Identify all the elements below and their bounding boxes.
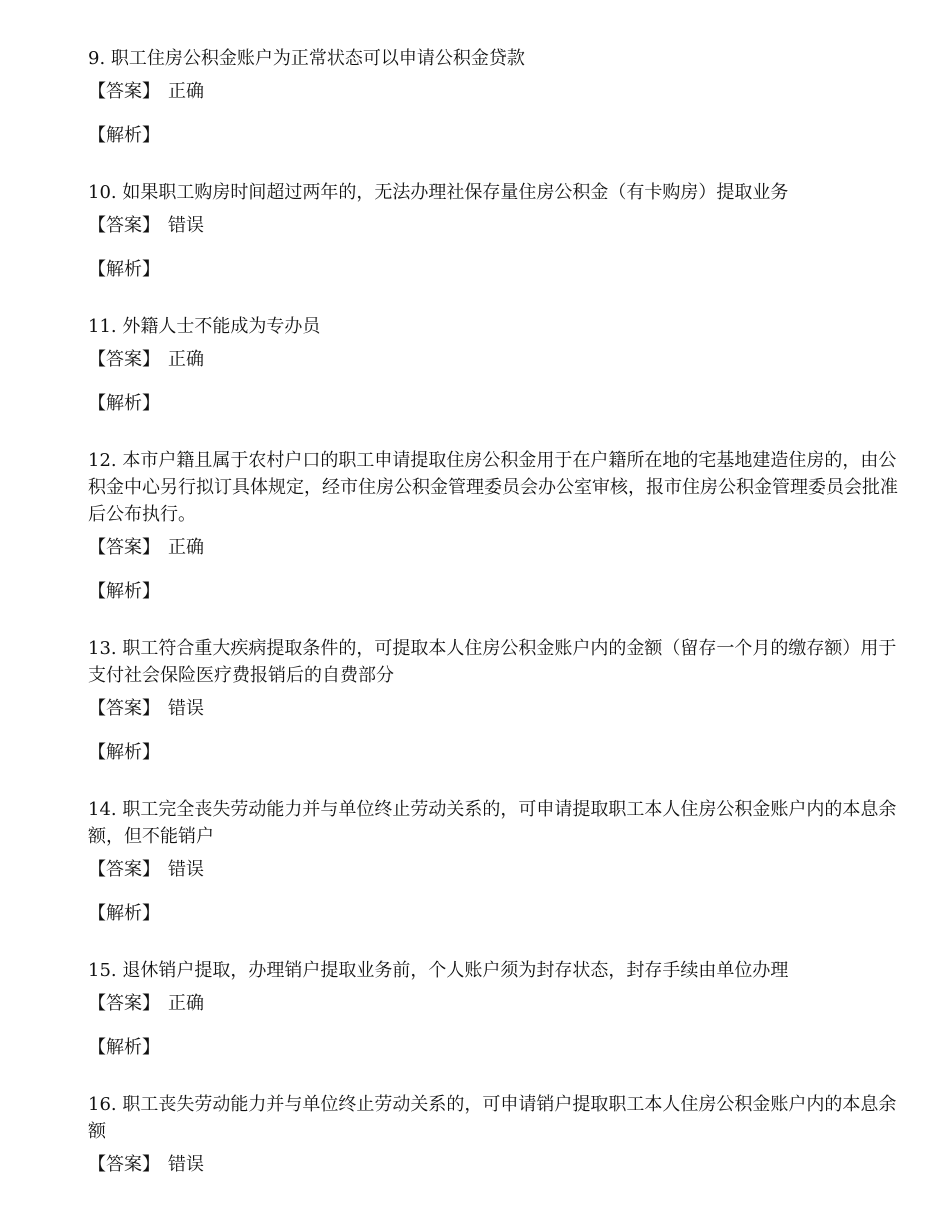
answer-value: 错误: [168, 215, 204, 236]
answer-line: [88, 858, 903, 882]
question-text: 13. 职工符合重大疾病提取条件的，可提取本人住房公积金账户内的金额（留存一个月的缴存额）用于支付社会保险医疗费报销后的自费部分: [88, 638, 897, 686]
answer-value: 正确: [168, 81, 204, 102]
answer-line: [88, 80, 903, 104]
answer-label: 【答案】: [88, 993, 160, 1014]
question-item: [88, 447, 903, 604]
question-text: 15. 退休销户提取，办理销户提取业务前，个人账户须为封存状态，封存手续由单位办理: [88, 960, 789, 981]
answer-label: 【答案】: [88, 537, 160, 558]
analysis-label: 【解析】: [88, 125, 160, 146]
answer-value: 错误: [168, 1154, 204, 1175]
question-item: [88, 957, 903, 1060]
answer-label: 【答案】: [88, 698, 160, 719]
question-item: [88, 45, 903, 148]
answer-line: [88, 1153, 903, 1177]
answer-line: [88, 992, 903, 1016]
question-text: 11. 外籍人士不能成为专办员: [88, 316, 321, 337]
question-text: 16. 职工丧失劳动能力并与单位终止劳动关系的，可申请销户提取职工本人住房公积金账户内的本息余额: [88, 1094, 897, 1142]
analysis-label: 【解析】: [88, 903, 160, 924]
answer-line: [88, 348, 903, 372]
analysis-label: 【解析】: [88, 1037, 160, 1058]
answer-label: 【答案】: [88, 81, 160, 102]
question-text: 9. 职工住房公积金账户为正常状态可以申请公积金贷款: [88, 48, 525, 69]
analysis-label: 【解析】: [88, 742, 160, 763]
analysis-label: 【解析】: [88, 581, 160, 602]
analysis-label: 【解析】: [88, 259, 160, 280]
answer-line: [88, 697, 903, 721]
answer-line: [88, 214, 903, 238]
answer-value: 错误: [168, 859, 204, 880]
answer-line: [88, 536, 903, 560]
analysis-label: 【解析】: [88, 393, 160, 414]
answer-label: 【答案】: [88, 1154, 160, 1175]
question-item: [88, 635, 903, 765]
answer-value: 正确: [168, 993, 204, 1014]
question-text: 12. 本市户籍且属于农村户口的职工申请提取住房公积金用于在户籍所在地的宅基地建造住房的，由公积金中心另行拟订具体规定，经市住房公积金管理委员会办公室审核，报市住房公积金管理委员会批准后公布执行。: [88, 450, 898, 525]
answer-label: 【答案】: [88, 215, 160, 236]
answer-value: 正确: [168, 349, 204, 370]
answer-value: 正确: [168, 537, 204, 558]
answer-label: 【答案】: [88, 859, 160, 880]
question-item: [88, 313, 903, 416]
answer-value: 错误: [168, 698, 204, 719]
answer-label: 【答案】: [88, 349, 160, 370]
question-item: [88, 1091, 903, 1177]
question-text: 10. 如果职工购房时间超过两年的，无法办理社保存量住房公积金（有卡购房）提取业务: [88, 182, 789, 203]
question-item: [88, 179, 903, 282]
question-item: [88, 796, 903, 926]
question-text: 14. 职工完全丧失劳动能力并与单位终止劳动关系的，可申请提取职工本人住房公积金账户内的本息余额，但不能销户: [88, 799, 897, 847]
